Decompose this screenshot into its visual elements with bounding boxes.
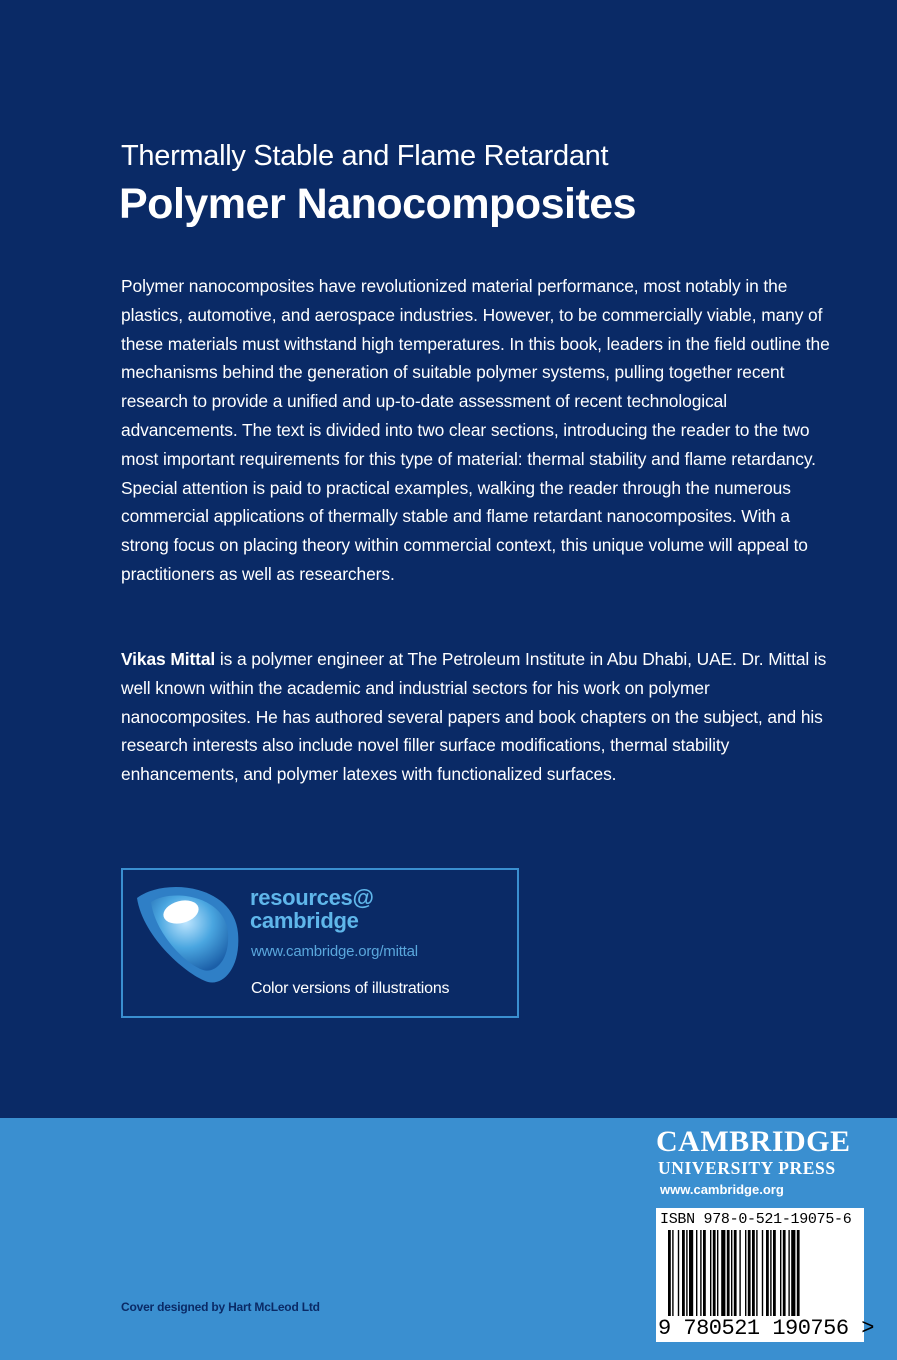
barcode-bar — [700, 1230, 701, 1316]
barcode-bar — [756, 1230, 757, 1316]
isbn-label: ISBN 978-0-521-19075-6 — [660, 1211, 852, 1228]
barcode-bar — [766, 1230, 769, 1316]
barcode-bar — [727, 1230, 730, 1316]
barcode-digits: 9 780521 190756 > — [658, 1316, 874, 1341]
publisher-website[interactable]: www.cambridge.org — [660, 1182, 784, 1197]
barcode-bar — [788, 1230, 789, 1316]
barcode-bar — [717, 1230, 718, 1316]
barcode-bar — [721, 1230, 725, 1316]
barcode-bar — [780, 1230, 781, 1316]
cover-credit: Cover designed by Hart McLeod Ltd — [121, 1300, 320, 1314]
barcode-bar — [734, 1230, 737, 1316]
publisher-subname: UNIVERSITY PRESS — [658, 1158, 836, 1178]
barcode-bar — [696, 1230, 697, 1316]
barcode-bar — [752, 1230, 755, 1316]
resources-title — [250, 886, 374, 932]
barcode-bar — [791, 1230, 795, 1316]
barcode-bar — [783, 1230, 786, 1316]
barcode-bar — [686, 1230, 687, 1316]
barcode-bar — [713, 1230, 716, 1316]
author-bio — [121, 645, 833, 789]
barcode-bar — [748, 1230, 751, 1316]
resources-lens-icon — [133, 878, 243, 988]
barcode-bar — [797, 1230, 800, 1316]
barcode-bar — [682, 1230, 685, 1316]
barcode-bar — [703, 1230, 706, 1316]
publisher-band — [0, 1118, 897, 1360]
book-description: Polymer nanocomposites have revolutionized material performance, most notably in the plastics, automotive, and aerospace industries. However, to be commercially viable, many of these materials must withstand high temperatures. In this book, leaders in the field outline the mechanisms behind the generation of suitable polymer systems, pulling together recent research to provide a unified and up-to-date assessment of recent technological advancements. The text is divided into two clear sections, introducing the reader to the two most important requirements for this type of material: thermal stability and flame retardancy. Special attention is paid to practical examples, walking the reader through the numerous commercial applications of thermally stable and flame retardant nanocomposites. With a strong focus on placing theory within commercial context, this unique volume will appeal to practitioners as well as researchers. — [121, 276, 830, 584]
resources-title-line1: resources@ — [250, 885, 374, 910]
publisher-name: CAMBRIDGE — [656, 1125, 851, 1158]
publisher-logo — [656, 1126, 866, 1178]
resources-description: Color versions of illustrations — [251, 980, 450, 997]
book-subtitle: Thermally Stable and Flame Retardant — [121, 140, 609, 172]
barcode-bar — [745, 1230, 746, 1316]
resources-title-line2: cambridge — [250, 908, 359, 933]
resources-url[interactable]: www.cambridge.org/mittal — [251, 943, 418, 960]
book-title: Polymer Nanocomposites — [119, 180, 637, 228]
barcode-bar — [739, 1230, 740, 1316]
barcode-bar — [710, 1230, 711, 1316]
barcode-bar — [678, 1230, 679, 1316]
barcode-bar — [668, 1230, 671, 1316]
barcode-bar — [689, 1230, 693, 1316]
barcode-bar — [672, 1230, 673, 1316]
barcode-bar — [770, 1230, 771, 1316]
barcode-bar — [773, 1230, 776, 1316]
barcode-bars — [668, 1230, 854, 1316]
barcode-bar — [762, 1230, 763, 1316]
barcode-bar — [731, 1230, 732, 1316]
author-name: Vikas Mittal — [121, 649, 216, 669]
isbn-barcode — [656, 1208, 874, 1342]
author-bio-text: is a polymer engineer at The Petroleum Institute in Abu Dhabi, UAE. Dr. Mittal is well known within the academic and industrial sectors for his work on polymer nanocomposites. He has authored several papers and book chapters on the subject, and his research interests also include novel filler surface modifications, thermal stability enhancements, and polymer latexes with functionalized surfaces. — [121, 649, 827, 785]
resources-box — [121, 868, 519, 1018]
